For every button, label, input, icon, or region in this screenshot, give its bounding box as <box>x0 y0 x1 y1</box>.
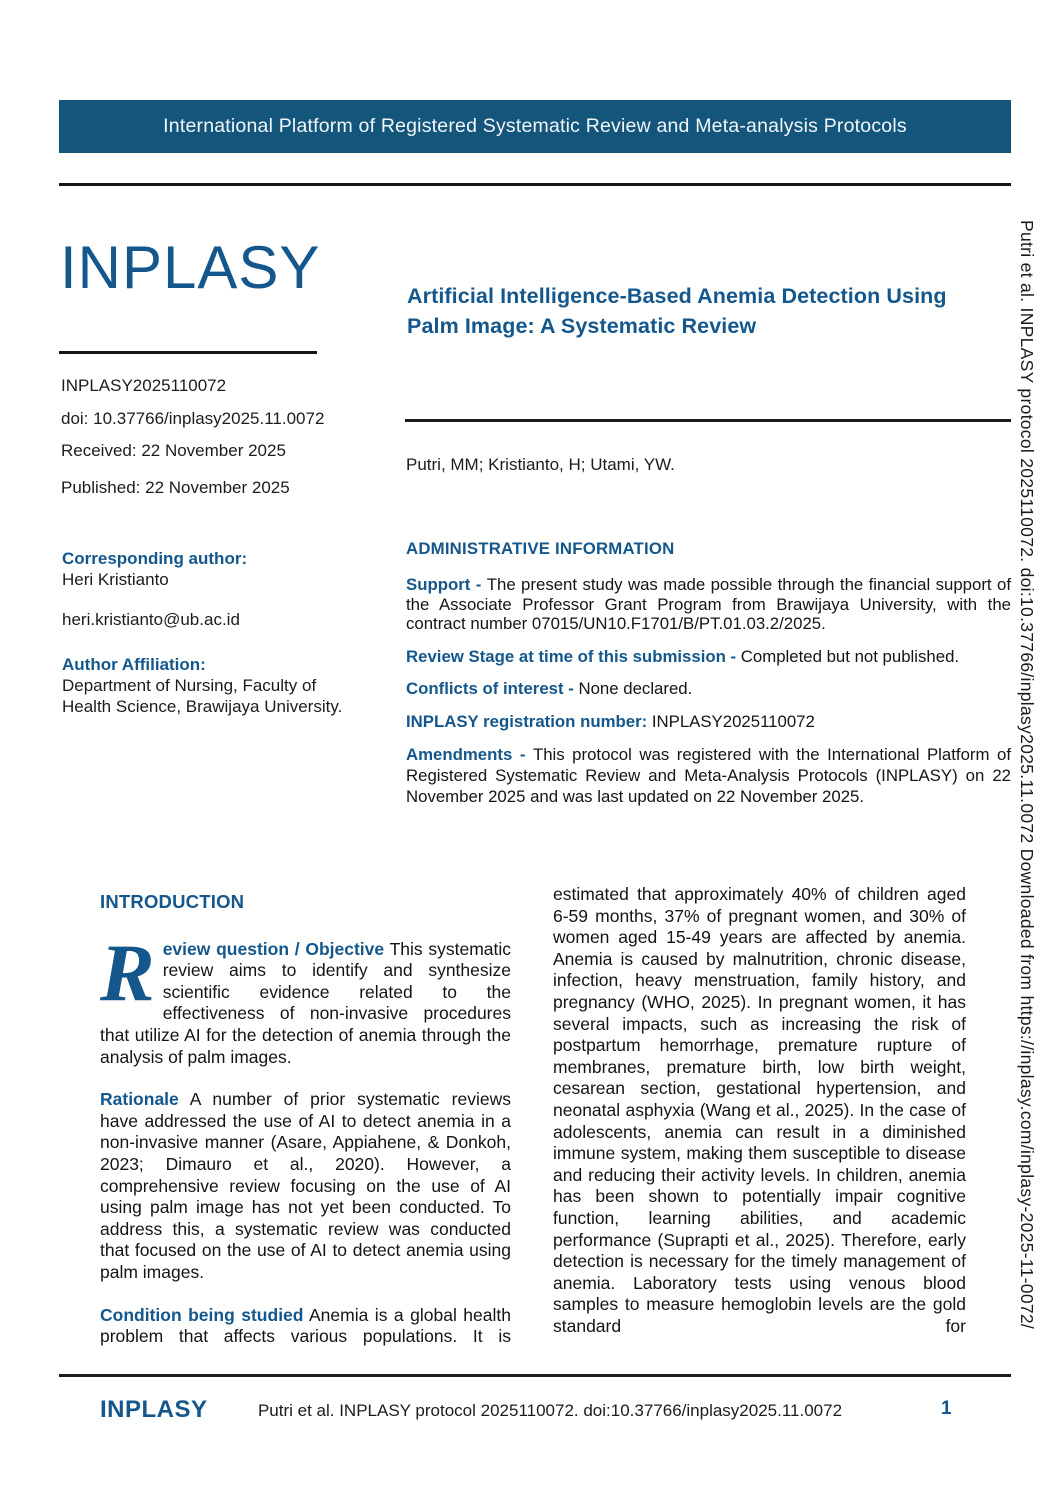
protocol-meta <box>61 376 391 498</box>
introduction-continuation: estimated that approximately 40% of children aged 6-59 months, 37% of pregnant women, and 30% of women aged 15-49 years are affected by anemia. Anemia is caused by malnutrition, chronic disease, infection, heavy menstruation, family history, and pregnancy (WHO, 2025). In pregnant women, it has several impacts, such as increasing the risk of postpartum hemorrhage, premature rupture of membranes, premature birth, low birth weight, cesarean section, gestational hypertension, and neonatal asphyxia (Wang et al., 2025). In the case of adolescents, anemia can result in a diminished immune system, making them susceptible to disease and reducing their activity levels. In children, anemia has been shown to potentially impair cognitive function, learning abilities, and academic performance (Suprapti et al., 2025). Therefore, early detection is necessary for the timely management of anemia. Laboratory tests using venous blood samples to measure hemoglobin levels are the gold standard for <box>553 884 966 1336</box>
authors-line: Putri, MM; Kristianto, H; Utami, YW. <box>406 455 675 474</box>
published-date: Published: 22 November 2025 <box>61 478 290 497</box>
sidebar-vertical-citation: Putri et al. INPLASY protocol 2025110072. doi:10.37766/inplasy2025.11.0072 Downloaded from https://inplasy.com/inplasy-2025-11-0072/ <box>1017 220 1037 1330</box>
rationale-label: Rationale <box>100 1089 179 1110</box>
title-divider <box>405 419 1011 422</box>
received-date: Received: 22 November 2025 <box>61 441 286 460</box>
corresponding-author-email: heri.kristianto@ub.ac.id <box>62 610 240 629</box>
rationale-text: A number of prior systematic reviews have addressed the use of AI to detect anemia in a non-invasive manner (Asare, Appiahene, & Donkoh, 2023; Dimauro et al., 2020). However, a comprehensive review focusing on the use of AI using palm image has not yet been conducted. To address this, a systematic review was conducted that focused on the use of AI to detect anemia using palm images. <box>100 1089 511 1282</box>
registration-number-value: INPLASY2025110072 <box>651 711 815 731</box>
support-label: Support - <box>406 575 487 594</box>
review-question-text: This systematic review aims to identify and synthesize scientific evidence related to the effectiveness of non-invasive procedures that utilize AI for the detection of anemia through the analysis of palm images. <box>100 938 512 1067</box>
amendments-label: Amendments - <box>406 745 533 764</box>
rationale-paragraph <box>100 1089 511 1283</box>
conflicts-text: None declared. <box>578 679 693 698</box>
review-stage-label: Review Stage at time of this submission - <box>406 646 741 666</box>
amendments-paragraph <box>406 744 1011 807</box>
review-stage-paragraph <box>406 647 1011 667</box>
registration-number-label: INPLASY registration number: <box>406 711 652 731</box>
registration-id: INPLASY2025110072 <box>61 376 227 395</box>
footer-citation: Putri et al. INPLASY protocol 2025110072. doi:10.37766/inplasy2025.11.0072 <box>257 1401 843 1420</box>
review-question-paragraph <box>100 926 512 1069</box>
body-right-column <box>553 884 966 1358</box>
condition-paragraph <box>100 1305 511 1348</box>
conflicts-paragraph <box>406 679 1011 699</box>
introduction-heading: INTRODUCTION <box>100 891 245 912</box>
condition-label: Condition being studied <box>100 1304 304 1325</box>
author-affiliation-label: Author Affiliation: <box>62 655 206 674</box>
registration-number-paragraph <box>406 712 1011 732</box>
support-paragraph <box>406 575 1011 634</box>
journal-banner-text: International Platform of Registered Systematic Review and Meta-analysis Protocols <box>163 115 907 137</box>
article-title: Artificial Intelligence-Based Anemia Detection Using Palm Image: A Systematic Review <box>407 284 947 338</box>
journal-banner <box>59 100 1011 153</box>
administrative-information-heading: ADMINISTRATIVE INFORMATION <box>406 539 675 558</box>
corresponding-author-block <box>62 548 364 717</box>
review-stage-text: Completed but not published. <box>740 646 960 666</box>
support-text: The present study was made possible through the financial support of the Associate Professor Grant Program from Brawijaya University, with the contract number 07015/UN10.F1701/B/PT.01.03.2/2025. <box>406 575 1012 633</box>
body-left-column <box>100 891 511 1348</box>
footer-divider <box>59 1374 1011 1377</box>
corresponding-author-name: Heri Kristianto <box>62 570 169 589</box>
conflicts-label: Conflicts of interest - <box>406 679 579 698</box>
condition-text: Anemia is a global health problem that affects various populations. It is <box>100 1304 511 1347</box>
amendments-text: This protocol was registered with the International Platform of Registered Systematic Review and Meta-Analysis Protocols (INPLASY) on 22 November 2025 and was last updated on 22 November 2025. <box>406 745 1011 806</box>
inplasy-logo: INPLASY <box>60 234 321 301</box>
logo-divider <box>59 351 317 354</box>
administrative-information-section <box>406 539 1011 820</box>
corresponding-author-label: Corresponding author: <box>62 549 248 568</box>
header-divider <box>59 183 1011 186</box>
review-question-label: eview question / Objective <box>162 938 385 959</box>
page-number: 1 <box>941 1398 952 1419</box>
footer-inplasy-logo: INPLASY <box>100 1396 208 1423</box>
dropcap-letter: R <box>100 926 155 1018</box>
doi-line: doi: 10.37766/inplasy2025.11.0072 <box>61 409 325 428</box>
author-affiliation-text: Department of Nursing, Faculty of Health Science, Brawijaya University. <box>62 676 343 716</box>
